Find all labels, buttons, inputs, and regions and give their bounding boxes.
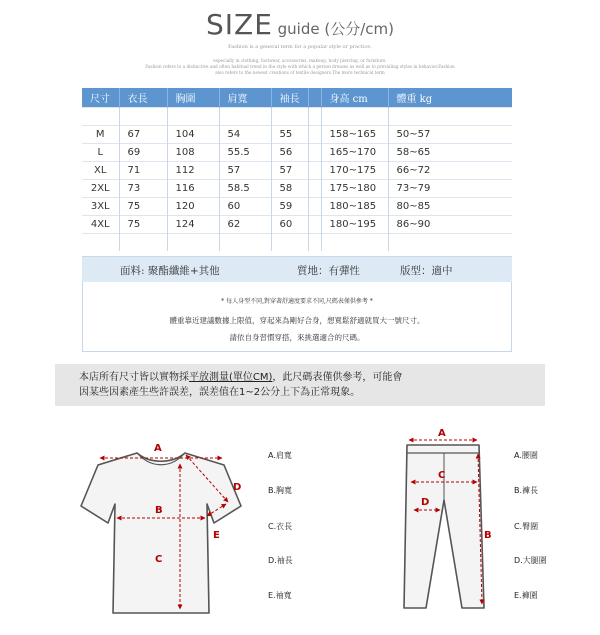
material-band [82, 256, 512, 282]
cell-weight: 66~72 [388, 161, 512, 179]
cell-sleeve: 60 [271, 215, 308, 233]
cell-size: L [82, 143, 119, 161]
fine-print-3: Fashion refers to a distinctive and often habitual trend in the style with which a person dresses as well as to prevailing styles in behavior.Fashion [145, 64, 455, 69]
header-length: 衣長 [119, 88, 167, 107]
cell-spacer [308, 179, 321, 197]
table-blank-row [82, 107, 512, 125]
cell-size: XL [82, 161, 119, 179]
page-title [0, 8, 600, 41]
cell-spacer [308, 215, 321, 233]
shirt-legend-c: C.衣長 [268, 522, 293, 531]
shirt-legend-b: B.胸寬 [268, 486, 293, 495]
diagram-canvas [0, 420, 600, 635]
header-spacer [308, 88, 321, 107]
material-fabric: 面料: 聚酯纖維+其他 [120, 265, 220, 277]
cell-shoulder: 57 [219, 161, 271, 179]
shirt-legend-a: A.肩寬 [268, 451, 292, 460]
header-size: 尺寸 [82, 88, 119, 107]
cell-height: 180~195 [321, 215, 388, 233]
pants-legend-e: E.褲圍 [514, 591, 538, 600]
pants-legend-d: D.大腿圍 [514, 556, 547, 565]
cell-size: 4XL [82, 215, 119, 233]
shirt-marker-e: E [213, 530, 220, 541]
cell-weight: 86~90 [388, 215, 512, 233]
cell-length: 75 [119, 215, 167, 233]
notes-box [82, 282, 512, 352]
disclaimer-line-2: 因某些因素產生些許誤差，誤差值在1~2公分上下為正常現象。 [79, 387, 361, 398]
shirt-marker-b: B [155, 505, 163, 516]
fine-print-4: also refers to the newest creations of textile designers.The more technical term [215, 70, 385, 75]
cell-height: 175~180 [321, 179, 388, 197]
note-choose-size: 請依自身習慣穿搭，來挑選適合的尺碼。 [229, 333, 365, 342]
header-chest: 胸圍 [167, 88, 219, 107]
cell-length: 69 [119, 143, 167, 161]
table-row [82, 215, 512, 233]
cell-shoulder: 60 [219, 197, 271, 215]
cell-sleeve: 58 [271, 179, 308, 197]
note-reference: * 每人身型不同,對穿著舒適度要求不同,尺碼表僅供參考 * [221, 298, 373, 305]
table-header-row [82, 88, 512, 107]
pants-marker-d: D [421, 497, 430, 508]
cell-height: 170~175 [321, 161, 388, 179]
cell-weight: 73~79 [388, 179, 512, 197]
cell-chest: 116 [167, 179, 219, 197]
cell-size: 2XL [82, 179, 119, 197]
table-row [82, 143, 512, 161]
material-texture: 質地：有彈性 [297, 265, 360, 277]
cell-sleeve: 59 [271, 197, 308, 215]
disclaimer-measure-note: 平放測量(單位CM) [189, 372, 273, 383]
cell-spacer [308, 125, 321, 143]
fine-print-1: Fashion is a general term for a popular style or practice, [228, 44, 372, 50]
cell-length: 73 [119, 179, 167, 197]
header-height: 身高 cm [321, 88, 388, 107]
cell-length: 75 [119, 197, 167, 215]
disclaimer-text-pre: 本店所有尺寸皆以實物採 [79, 372, 189, 383]
cell-size: 3XL [82, 197, 119, 215]
pants-legend-a: A.腰圍 [514, 451, 538, 460]
cell-shoulder: 55.5 [219, 143, 271, 161]
cell-spacer [308, 143, 321, 161]
cell-sleeve: 56 [271, 143, 308, 161]
header-sleeve: 袖長 [271, 88, 308, 107]
pants-marker-c: C [438, 470, 446, 481]
cell-shoulder: 62 [219, 215, 271, 233]
cell-length: 67 [119, 125, 167, 143]
pants-marker-b: B [484, 530, 492, 541]
table-blank-row [82, 233, 512, 251]
size-table [82, 88, 512, 251]
cell-sleeve: 55 [271, 125, 308, 143]
cell-chest: 112 [167, 161, 219, 179]
cell-chest: 120 [167, 197, 219, 215]
header-shoulder: 肩寬 [219, 88, 271, 107]
cell-weight: 50~57 [388, 125, 512, 143]
cell-height: 158~165 [321, 125, 388, 143]
cell-weight: 58~65 [388, 143, 512, 161]
cell-weight: 80~85 [388, 197, 512, 215]
cell-length: 71 [119, 161, 167, 179]
cell-height: 180~185 [321, 197, 388, 215]
shirt-marker-d: D [233, 482, 242, 493]
cell-chest: 104 [167, 125, 219, 143]
cell-chest: 124 [167, 215, 219, 233]
pants-legend-b: B.褲長 [514, 486, 539, 495]
header-weight: 體重 kg [388, 88, 512, 107]
material-fit: 版型：適中 [400, 265, 453, 277]
fine-print-2: especially in clothing, footwear, accessories, makeup, body piercing, or furniture. [213, 58, 387, 63]
shirt-legend-e: E.袖寬 [268, 591, 292, 600]
cell-height: 165~170 [321, 143, 388, 161]
note-weight-advice: 體重靠近建議數據上限值，穿起來為剛好合身，想寬鬆舒適就買大一號尺寸。 [169, 316, 425, 325]
cell-spacer [308, 197, 321, 215]
cell-sleeve: 57 [271, 161, 308, 179]
disclaimer-text-post: ，此尺碼表僅供參考，可能會 [272, 372, 403, 383]
cell-shoulder: 58.5 [219, 179, 271, 197]
table-row [82, 125, 512, 143]
disclaimer-box [55, 364, 545, 406]
pants-legend-c: C.臀圍 [514, 522, 539, 531]
cell-chest: 108 [167, 143, 219, 161]
title-main: SIZE [205, 8, 273, 41]
disclaimer-line-1 [79, 370, 545, 385]
table-row [82, 161, 512, 179]
table-row [82, 197, 512, 215]
shirt-marker-a: A [154, 443, 162, 454]
measurement-diagrams [0, 420, 600, 635]
shirt-marker-c: C [155, 554, 163, 565]
cell-size: M [82, 125, 119, 143]
cell-spacer [308, 161, 321, 179]
table-row [82, 179, 512, 197]
cell-shoulder: 54 [219, 125, 271, 143]
shirt-legend-d: D.袖長 [268, 556, 293, 565]
pants-marker-a: A [438, 428, 446, 439]
title-sub: guide (公分/cm) [272, 20, 394, 38]
